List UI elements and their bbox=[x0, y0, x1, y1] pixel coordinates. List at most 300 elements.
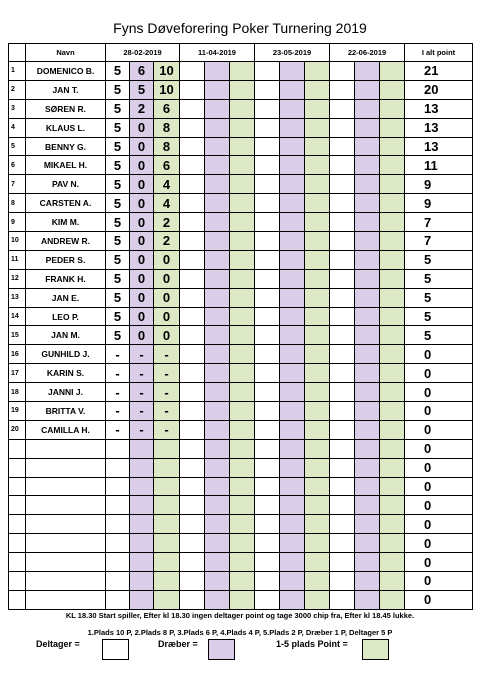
score-cell: 5 bbox=[106, 80, 130, 99]
score-cell bbox=[255, 534, 280, 553]
score-cell: 5 bbox=[106, 137, 130, 156]
score-cell bbox=[330, 534, 355, 553]
score-cell: 5 bbox=[106, 194, 130, 213]
score-cell bbox=[180, 250, 205, 269]
total-points: 0 bbox=[405, 496, 473, 515]
score-cell bbox=[305, 572, 330, 591]
score-cell bbox=[154, 553, 180, 572]
score-cell bbox=[205, 590, 230, 609]
score-cell bbox=[255, 213, 280, 232]
table-row bbox=[9, 553, 473, 572]
total-points: 0 bbox=[405, 364, 473, 383]
score-cell bbox=[255, 194, 280, 213]
score-cell bbox=[380, 269, 405, 288]
total-points: 0 bbox=[405, 383, 473, 402]
row-number: 3 bbox=[9, 99, 26, 118]
score-cell bbox=[280, 99, 305, 118]
legend-point-label: 1-5 plads Point = bbox=[276, 639, 348, 649]
score-cell bbox=[154, 572, 180, 591]
score-cell bbox=[230, 326, 255, 345]
score-cell: - bbox=[106, 364, 130, 383]
score-cell bbox=[280, 288, 305, 307]
score-cell bbox=[205, 439, 230, 458]
score-cell bbox=[230, 80, 255, 99]
score-cell bbox=[106, 458, 130, 477]
score-cell bbox=[230, 232, 255, 251]
score-cell bbox=[180, 345, 205, 364]
score-cell bbox=[280, 194, 305, 213]
score-cell bbox=[380, 553, 405, 572]
row-number bbox=[9, 477, 26, 496]
total-points: 5 bbox=[405, 288, 473, 307]
score-cell bbox=[380, 590, 405, 609]
score-cell bbox=[106, 439, 130, 458]
score-cell bbox=[280, 402, 305, 421]
score-cell bbox=[180, 80, 205, 99]
score-cell bbox=[280, 307, 305, 326]
table-row bbox=[9, 420, 473, 439]
score-cell bbox=[205, 420, 230, 439]
score-cell bbox=[355, 345, 380, 364]
total-points: 0 bbox=[405, 553, 473, 572]
score-cell bbox=[106, 477, 130, 496]
score-cell bbox=[205, 458, 230, 477]
row-number: 15 bbox=[9, 326, 26, 345]
score-cell: 0 bbox=[130, 213, 154, 232]
score-cell bbox=[255, 269, 280, 288]
score-cell: - bbox=[106, 345, 130, 364]
score-cell bbox=[355, 269, 380, 288]
table-row bbox=[9, 269, 473, 288]
score-cell bbox=[205, 553, 230, 572]
table-row bbox=[9, 288, 473, 307]
score-cell bbox=[330, 553, 355, 572]
score-cell bbox=[106, 515, 130, 534]
score-cell: 10 bbox=[154, 80, 180, 99]
score-cell bbox=[380, 420, 405, 439]
score-cell bbox=[355, 118, 380, 137]
score-cell bbox=[355, 496, 380, 515]
legend-draeber-label: Dræber = bbox=[158, 639, 198, 649]
score-cell bbox=[330, 477, 355, 496]
score-cell bbox=[305, 402, 330, 421]
player-name: KIM M. bbox=[26, 213, 106, 232]
row-number: 8 bbox=[9, 194, 26, 213]
score-cell bbox=[305, 307, 330, 326]
score-cell bbox=[355, 590, 380, 609]
score-cell bbox=[355, 364, 380, 383]
row-number: 13 bbox=[9, 288, 26, 307]
score-cell bbox=[380, 572, 405, 591]
score-cell: - bbox=[130, 364, 154, 383]
score-cell bbox=[255, 326, 280, 345]
score-cell bbox=[205, 80, 230, 99]
player-name bbox=[26, 534, 106, 553]
total-points: 0 bbox=[405, 345, 473, 364]
score-cell bbox=[305, 194, 330, 213]
score-cell: 6 bbox=[154, 99, 180, 118]
score-cell bbox=[230, 118, 255, 137]
table-row bbox=[9, 232, 473, 251]
score-cell bbox=[330, 326, 355, 345]
score-cell bbox=[330, 213, 355, 232]
score-cell bbox=[305, 213, 330, 232]
score-cell bbox=[355, 439, 380, 458]
total-points: 9 bbox=[405, 194, 473, 213]
score-cell bbox=[355, 99, 380, 118]
score-cell bbox=[180, 590, 205, 609]
score-cell bbox=[305, 553, 330, 572]
table-row bbox=[9, 439, 473, 458]
row-number: 19 bbox=[9, 402, 26, 421]
score-cell bbox=[355, 80, 380, 99]
score-cell bbox=[106, 553, 130, 572]
score-cell bbox=[380, 477, 405, 496]
total-points: 9 bbox=[405, 175, 473, 194]
score-cell bbox=[255, 175, 280, 194]
score-cell bbox=[280, 232, 305, 251]
score-cell bbox=[280, 590, 305, 609]
score-cell: 0 bbox=[130, 250, 154, 269]
table-row bbox=[9, 175, 473, 194]
score-cell bbox=[230, 269, 255, 288]
score-cell bbox=[255, 99, 280, 118]
score-cell bbox=[355, 326, 380, 345]
score-cell bbox=[305, 326, 330, 345]
score-cell: 5 bbox=[106, 156, 130, 175]
score-cell bbox=[355, 213, 380, 232]
score-cell bbox=[380, 213, 405, 232]
legend-draeber-swatch bbox=[208, 639, 235, 660]
score-cell bbox=[205, 194, 230, 213]
score-cell bbox=[230, 307, 255, 326]
player-name: MIKAEL H. bbox=[26, 156, 106, 175]
score-cell: 0 bbox=[130, 156, 154, 175]
score-cell bbox=[230, 213, 255, 232]
player-name: KLAUS L. bbox=[26, 118, 106, 137]
score-cell bbox=[280, 250, 305, 269]
score-cell bbox=[280, 326, 305, 345]
table-row bbox=[9, 194, 473, 213]
score-cell bbox=[330, 383, 355, 402]
total-points: 0 bbox=[405, 458, 473, 477]
score-cell bbox=[330, 402, 355, 421]
score-cell: 5 bbox=[106, 269, 130, 288]
score-cell: 5 bbox=[106, 118, 130, 137]
player-name bbox=[26, 439, 106, 458]
row-number: 4 bbox=[9, 118, 26, 137]
table-row bbox=[9, 99, 473, 118]
score-cell bbox=[205, 137, 230, 156]
score-cell bbox=[230, 383, 255, 402]
score-cell bbox=[205, 156, 230, 175]
score-cell bbox=[330, 515, 355, 534]
total-points: 0 bbox=[405, 515, 473, 534]
score-cell: 0 bbox=[130, 118, 154, 137]
score-cell bbox=[180, 269, 205, 288]
score-cell bbox=[230, 194, 255, 213]
score-cell bbox=[180, 156, 205, 175]
score-cell bbox=[180, 232, 205, 251]
player-name: SØREN R. bbox=[26, 99, 106, 118]
score-cell bbox=[255, 572, 280, 591]
score-cell: 5 bbox=[130, 80, 154, 99]
score-cell bbox=[355, 232, 380, 251]
score-cell bbox=[130, 590, 154, 609]
header-date-4: 22-06-2019 bbox=[330, 44, 405, 62]
score-cell: - bbox=[106, 420, 130, 439]
score-cell bbox=[205, 232, 230, 251]
score-cell bbox=[330, 269, 355, 288]
score-cell: 0 bbox=[130, 194, 154, 213]
score-cell bbox=[255, 156, 280, 175]
score-cell bbox=[205, 326, 230, 345]
row-number bbox=[9, 590, 26, 609]
score-cell: 0 bbox=[130, 326, 154, 345]
score-cell: 8 bbox=[154, 118, 180, 137]
score-cell: - bbox=[130, 383, 154, 402]
table-row bbox=[9, 534, 473, 553]
total-points: 13 bbox=[405, 99, 473, 118]
score-cell bbox=[330, 345, 355, 364]
player-name bbox=[26, 477, 106, 496]
score-cell bbox=[380, 80, 405, 99]
score-cell bbox=[205, 288, 230, 307]
score-cell bbox=[205, 383, 230, 402]
score-cell bbox=[380, 515, 405, 534]
score-cell bbox=[280, 80, 305, 99]
score-cell bbox=[180, 439, 205, 458]
score-cell bbox=[380, 364, 405, 383]
score-cell bbox=[330, 118, 355, 137]
player-name: PEDER S. bbox=[26, 250, 106, 269]
score-cell bbox=[180, 137, 205, 156]
score-cell bbox=[305, 420, 330, 439]
score-cell bbox=[255, 383, 280, 402]
row-number: 17 bbox=[9, 364, 26, 383]
score-cell bbox=[380, 458, 405, 477]
row-number: 16 bbox=[9, 345, 26, 364]
score-cell bbox=[255, 118, 280, 137]
score-cell bbox=[355, 175, 380, 194]
score-cell bbox=[280, 439, 305, 458]
score-cell bbox=[154, 439, 180, 458]
score-cell bbox=[330, 590, 355, 609]
score-cell bbox=[205, 250, 230, 269]
row-number: 20 bbox=[9, 420, 26, 439]
score-cell bbox=[205, 213, 230, 232]
score-cell: 5 bbox=[106, 62, 130, 81]
table-row bbox=[9, 80, 473, 99]
row-number: 1 bbox=[9, 62, 26, 81]
table-row bbox=[9, 250, 473, 269]
legend-deltager-label: Deltager = bbox=[36, 639, 80, 649]
score-cell bbox=[330, 364, 355, 383]
score-cell: 0 bbox=[154, 326, 180, 345]
score-cell: 5 bbox=[106, 232, 130, 251]
score-cell bbox=[305, 156, 330, 175]
score-cell bbox=[255, 496, 280, 515]
score-cell bbox=[305, 175, 330, 194]
player-name: JAN T. bbox=[26, 80, 106, 99]
score-cell: 2 bbox=[130, 99, 154, 118]
score-cell bbox=[305, 232, 330, 251]
score-cell bbox=[280, 553, 305, 572]
score-cell bbox=[330, 137, 355, 156]
score-cell bbox=[380, 175, 405, 194]
score-cell bbox=[255, 553, 280, 572]
row-number: 12 bbox=[9, 269, 26, 288]
total-points: 13 bbox=[405, 137, 473, 156]
score-cell bbox=[106, 534, 130, 553]
score-cell bbox=[255, 250, 280, 269]
score-cell bbox=[330, 99, 355, 118]
score-cell bbox=[230, 458, 255, 477]
row-number: 14 bbox=[9, 307, 26, 326]
score-cell: 0 bbox=[154, 307, 180, 326]
score-cell bbox=[380, 534, 405, 553]
points-text: 1.Plads 10 P, 2.Plads 8 P, 3.Plads 6 P, 4.Plads 4 P, 5.Plads 2 P, Dræber 1 P, Deltager 5 P bbox=[87, 628, 393, 637]
player-name: KARIN S. bbox=[26, 364, 106, 383]
score-cell bbox=[380, 156, 405, 175]
score-cell bbox=[305, 496, 330, 515]
score-cell bbox=[330, 156, 355, 175]
score-cell bbox=[180, 194, 205, 213]
score-cell bbox=[255, 590, 280, 609]
legend-deltager-swatch bbox=[102, 639, 129, 660]
score-cell bbox=[255, 477, 280, 496]
score-cell bbox=[154, 590, 180, 609]
score-cell bbox=[205, 99, 230, 118]
legend-point-swatch bbox=[362, 639, 389, 660]
score-cell: - bbox=[130, 345, 154, 364]
score-cell bbox=[230, 99, 255, 118]
score-cell bbox=[255, 402, 280, 421]
score-cell bbox=[380, 288, 405, 307]
player-name: BENNY G. bbox=[26, 137, 106, 156]
score-cell bbox=[280, 420, 305, 439]
score-cell: 0 bbox=[130, 137, 154, 156]
score-cell: 5 bbox=[106, 307, 130, 326]
score-cell: 4 bbox=[154, 194, 180, 213]
player-name: BRITTA V. bbox=[26, 402, 106, 421]
score-cell bbox=[280, 118, 305, 137]
score-cell bbox=[255, 345, 280, 364]
total-points: 0 bbox=[405, 590, 473, 609]
score-cell: - bbox=[130, 402, 154, 421]
score-cell bbox=[330, 420, 355, 439]
score-cell bbox=[330, 439, 355, 458]
score-cell: 0 bbox=[130, 232, 154, 251]
score-cell bbox=[106, 572, 130, 591]
row-number bbox=[9, 572, 26, 591]
score-cell bbox=[154, 534, 180, 553]
score-cell: 6 bbox=[154, 156, 180, 175]
score-cell bbox=[305, 99, 330, 118]
total-points: 0 bbox=[405, 439, 473, 458]
score-cell: 5 bbox=[106, 288, 130, 307]
score-cell bbox=[180, 213, 205, 232]
score-cell bbox=[230, 402, 255, 421]
score-cell bbox=[280, 383, 305, 402]
score-cell bbox=[180, 458, 205, 477]
score-cell: 8 bbox=[154, 137, 180, 156]
score-cell bbox=[230, 477, 255, 496]
score-cell bbox=[355, 572, 380, 591]
score-cell bbox=[280, 156, 305, 175]
score-cell: 6 bbox=[130, 62, 154, 81]
player-name bbox=[26, 553, 106, 572]
score-cell bbox=[330, 250, 355, 269]
score-cell bbox=[355, 62, 380, 81]
score-cell bbox=[205, 496, 230, 515]
score-cell bbox=[305, 250, 330, 269]
page-title: Fyns Døveforering Poker Turnering 2019 bbox=[113, 20, 367, 36]
total-points: 13 bbox=[405, 118, 473, 137]
row-number: 2 bbox=[9, 80, 26, 99]
score-cell: - bbox=[154, 420, 180, 439]
score-cell bbox=[130, 534, 154, 553]
score-cell bbox=[355, 383, 380, 402]
player-name bbox=[26, 496, 106, 515]
score-cell bbox=[154, 458, 180, 477]
score-cell bbox=[305, 345, 330, 364]
score-cell: 10 bbox=[154, 62, 180, 81]
score-cell bbox=[305, 364, 330, 383]
score-cell: - bbox=[154, 383, 180, 402]
player-name bbox=[26, 458, 106, 477]
score-cell bbox=[180, 288, 205, 307]
table-row bbox=[9, 496, 473, 515]
table-row bbox=[9, 402, 473, 421]
score-cell bbox=[230, 137, 255, 156]
score-cell bbox=[180, 62, 205, 81]
score-cell bbox=[230, 62, 255, 81]
header-num bbox=[9, 44, 26, 62]
header-date-1: 28-02-2019 bbox=[106, 44, 180, 62]
score-cell bbox=[355, 307, 380, 326]
score-cell bbox=[180, 175, 205, 194]
score-cell bbox=[380, 62, 405, 81]
score-cell bbox=[380, 250, 405, 269]
score-cell bbox=[280, 62, 305, 81]
score-cell bbox=[230, 420, 255, 439]
score-cell bbox=[305, 118, 330, 137]
score-cell bbox=[380, 326, 405, 345]
row-number bbox=[9, 534, 26, 553]
score-cell bbox=[330, 458, 355, 477]
score-cell bbox=[305, 269, 330, 288]
score-cell bbox=[255, 420, 280, 439]
score-cell bbox=[180, 99, 205, 118]
row-number bbox=[9, 439, 26, 458]
score-cell bbox=[380, 137, 405, 156]
header-total: I alt point bbox=[405, 44, 473, 62]
score-cell bbox=[355, 477, 380, 496]
score-cell bbox=[255, 307, 280, 326]
score-cell bbox=[280, 364, 305, 383]
total-points: 0 bbox=[405, 534, 473, 553]
score-cell bbox=[280, 175, 305, 194]
score-cell bbox=[280, 458, 305, 477]
player-name: JAN E. bbox=[26, 288, 106, 307]
score-cell bbox=[154, 477, 180, 496]
score-cell bbox=[280, 496, 305, 515]
total-points: 11 bbox=[405, 156, 473, 175]
total-points: 20 bbox=[405, 80, 473, 99]
total-points: 5 bbox=[405, 250, 473, 269]
score-cell: 0 bbox=[130, 288, 154, 307]
